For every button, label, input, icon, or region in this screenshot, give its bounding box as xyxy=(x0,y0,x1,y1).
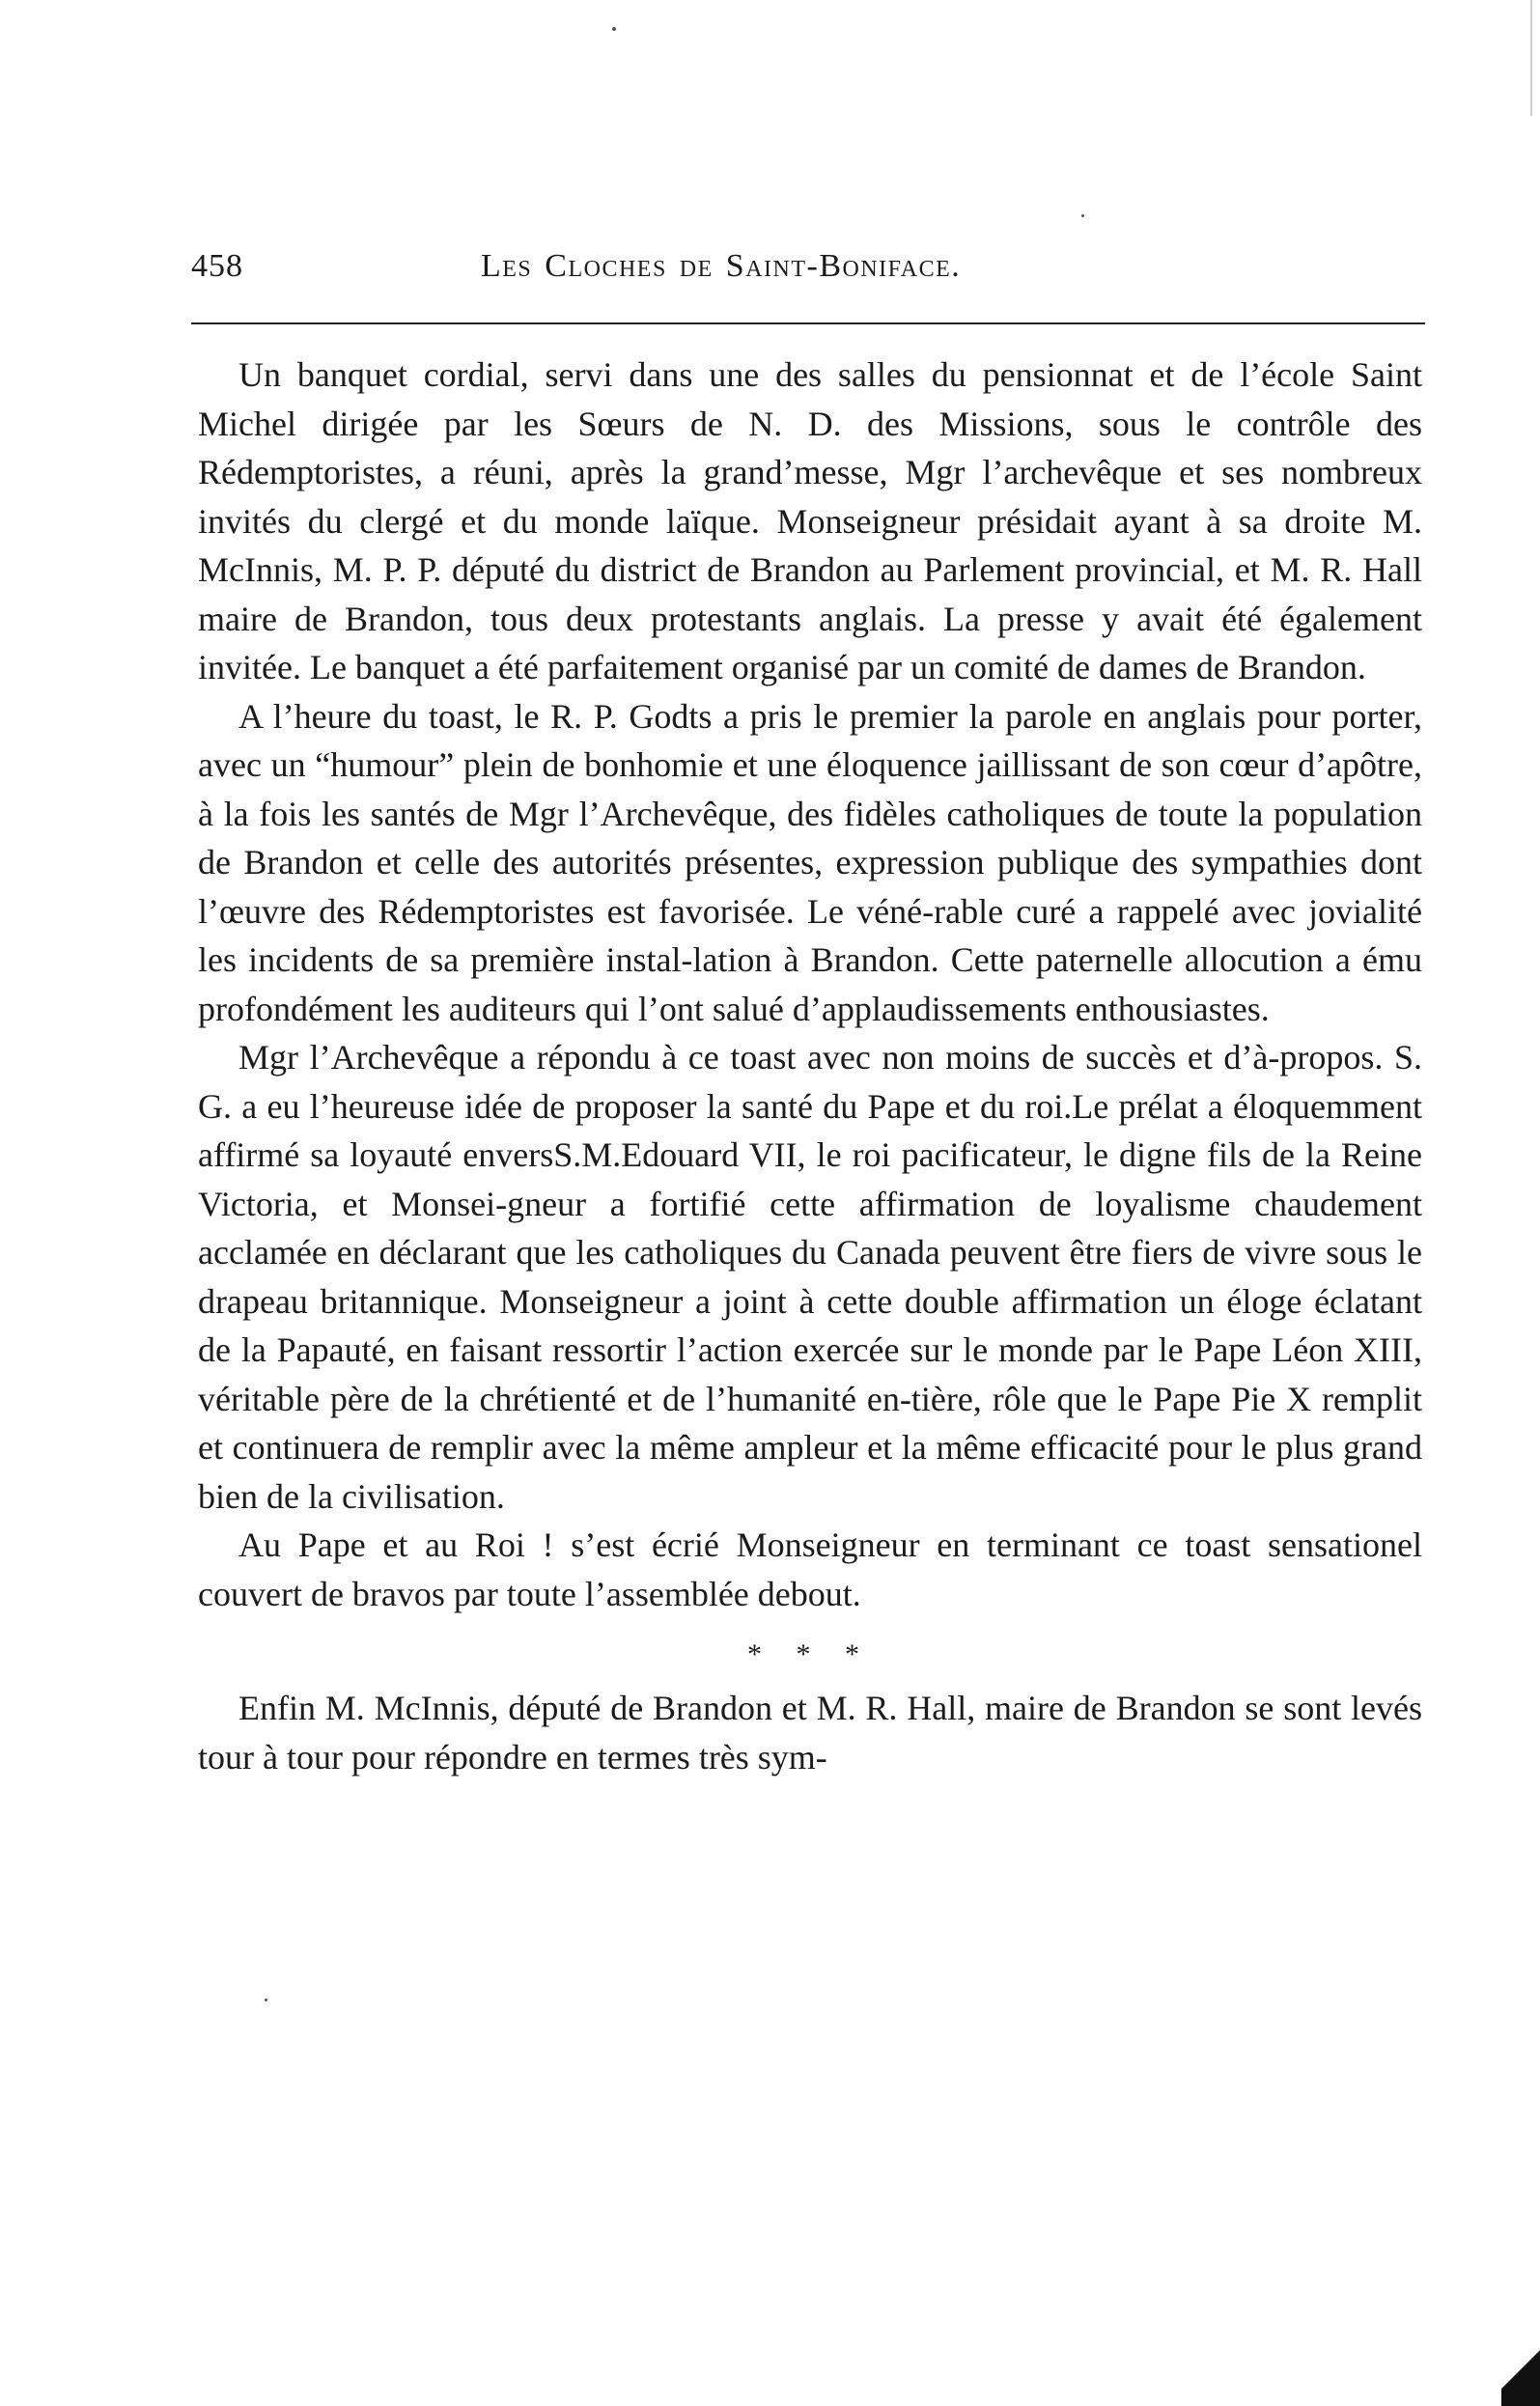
print-speck xyxy=(612,27,616,31)
page-edge-line xyxy=(1530,0,1532,116)
paragraph-closing: Enfin M. McInnis, député de Brandon et M. R. Hall, maire de Brandon se sont levés tour à tour pour répondre en termes très sym- xyxy=(198,1689,1422,1777)
page-number: 458 xyxy=(191,248,243,284)
scan-edge-shadow xyxy=(1501,2319,1540,2406)
header-rule xyxy=(191,322,1425,324)
print-speck xyxy=(1081,214,1084,217)
paragraph-toast: A l’heure du toast, le R. P. Godts a pris le premier la parole en anglais pour porter, avec un “humour” plein de bonhomie et une éloquence jaillissant de son cœur d’apôtre, à la fois les santés de Mgr l’Archevêque, des fidèles catholiques de toute la population de Brandon et celle des autorités présentes, expression publique des sympathies dont l’œuvre des Rédemptoristes est favorisée. Le véné-rable curé a rappelé avec jovialité les incidents de sa première instal-lation à Brandon. Cette paternelle allocution a ému profondément les auditeurs qui l’ont salué d’applaudissements enthousiastes. xyxy=(198,696,1422,1028)
paragraph-banquet: Un banquet cordial, servi dans une des salles du pensionnat et de l’école Saint Michel dirigée par les Sœurs de N. D. des Missions, sous le contrôle des Rédemptoristes, a réuni, après la grand’messe, Mgr l’archevêque et ses nombreux invités du clergé et du monde laïque. Monseigneur présidait ayant à sa droite M. McInnis, M. P. P. député du district de Brandon au Parlement provincial, et M. R. Hall maire de Brandon, tous deux protestants anglais. La presse y avait été également invitée. Le banquet a été parfaitement organisé par un comité de dames de Brandon. xyxy=(198,355,1422,686)
paragraph-acclamation: Au Pape et au Roi ! s’est écrié Monseigneur en terminant ce toast sensationel couvert de bravos par toute l’assemblée debout. xyxy=(198,1525,1422,1613)
body-text xyxy=(198,350,1422,1781)
page-header xyxy=(191,239,1429,290)
paragraph-archbishop-reply: Mgr l’Archevêque a répondu à ce toast avec non moins de succès et d’à-propos. S. G. a eu l’heureuse idée de proposer la santé du Pape et du roi.Le prélat a éloquemment affirmé sa loyauté enversS.M.Edouard VII, le roi pacificateur, le digne fils de la Reine Victoria, et Monsei-gneur a fortifié cette affirmation de loyalisme chaudement acclamée en déclarant que les catholiques du Canada peuvent être fiers de vivre sous le drapeau britannique. Monseigneur a joint à cette double affirmation un éloge éclatant de la Papauté, en faisant ressortir l’action exercée sur le monde par le Pape Léon XIII, véritable père de la chrétienté et de l’humanité en-tière, rôle que le Pape Pie X remplit et continuera de remplir avec la même ampleur et la même efficacité pour le plus grand bien de la civilisation. xyxy=(198,1038,1422,1516)
running-title: Les Cloches de Saint-Boniface. xyxy=(481,248,962,284)
print-speck xyxy=(265,1999,267,2001)
asterism-separator: * * * xyxy=(747,1638,873,1670)
